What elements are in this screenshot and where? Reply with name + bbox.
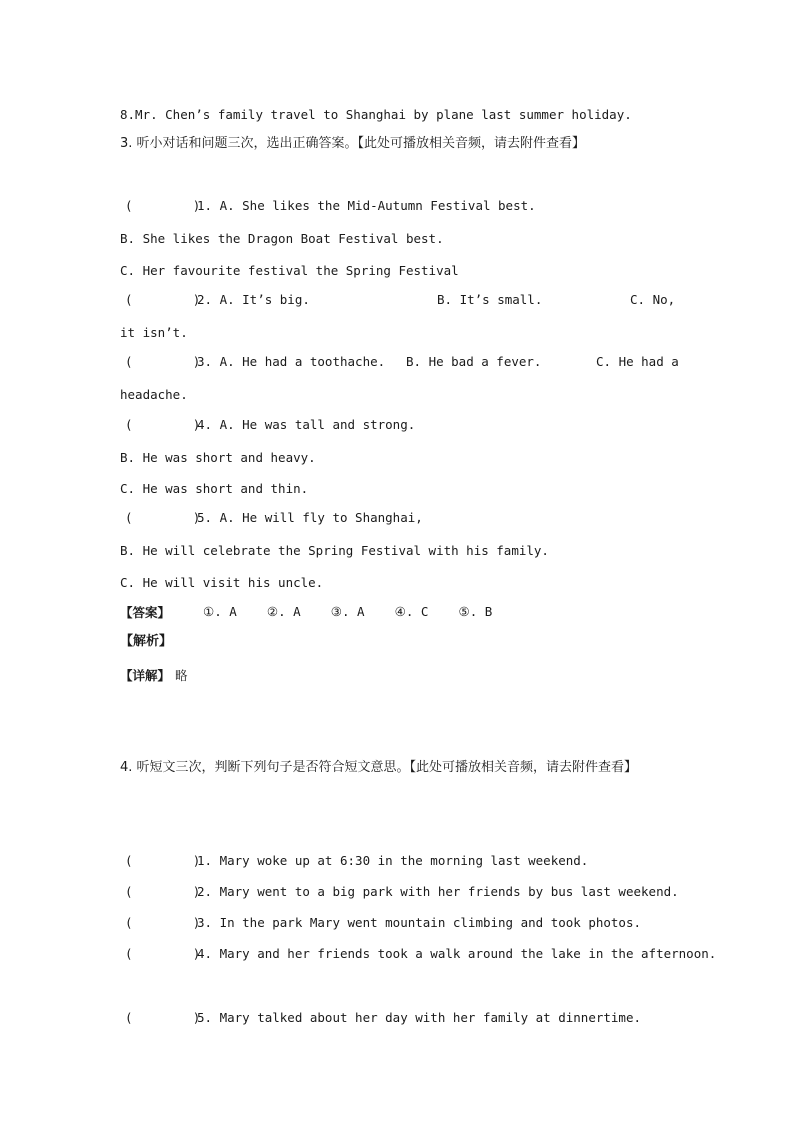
q1-option-b: B. She likes the Dragon Boat Festival best.	[120, 231, 444, 246]
q3-option-a: 3. A. He had a toothache.	[197, 354, 386, 369]
q5-option-c: C. He will visit his uncle.	[120, 575, 324, 590]
analysis-label: 【解析】	[120, 634, 173, 649]
q2-option-b: B. It’s small.	[437, 292, 543, 307]
q2-option-c: C. No,	[630, 292, 676, 307]
q2-option-a: 2. A. It’s big.	[197, 292, 310, 307]
statement-item: 4. Mary and her friends took a walk around the lake in the afternoon.	[197, 946, 717, 961]
statement-item: 5. Mary talked about her day with her family at dinnertime.	[197, 1010, 642, 1025]
q1-option-c: C. Her favourite festival the Spring Festival	[120, 263, 459, 278]
answer-blank: ( )	[125, 292, 201, 307]
answer-blank: ( )	[125, 853, 201, 868]
answer-blank: ( )	[125, 946, 201, 961]
answer-blank: ( )	[125, 1010, 201, 1025]
statement-item: 2. Mary went to a big park with her friends by bus last weekend.	[197, 884, 679, 899]
q2-option-c-continued: it isn’t.	[120, 325, 188, 340]
q4-option-a: 4. A. He was tall and strong.	[197, 417, 416, 432]
answer-blank: ( )	[125, 884, 201, 899]
statement-8: 8.Mr. Chen’s family travel to Shanghai by plane last summer holiday.	[120, 107, 632, 122]
answer-blank: ( )	[125, 198, 201, 213]
detail-text: 略	[175, 668, 188, 683]
answer-key: ①. A ②. A ③. A ④. C ⑤. B	[203, 604, 493, 619]
q3-option-c: C. He had a	[596, 354, 679, 369]
detail-label: 【详解】	[120, 668, 171, 683]
answer-label: 【答案】	[120, 605, 171, 620]
answer-blank: ( )	[125, 417, 201, 432]
answer-blank: ( )	[125, 915, 201, 930]
q1-option-a: 1. A. She likes the Mid-Autumn Festival best.	[197, 198, 536, 213]
q3-option-c-continued: headache.	[120, 387, 188, 402]
statement-item: 1. Mary woke up at 6:30 in the morning last weekend.	[197, 853, 589, 868]
q4-option-c: C. He was short and thin.	[120, 481, 309, 496]
section-4-instruction: 4. 听短文三次，判断下列句子是否符合短文意思。【此处可播放相关音频，请去附件查看】	[120, 760, 638, 775]
q4-option-b: B. He was short and heavy.	[120, 450, 316, 465]
statement-item: 3. In the park Mary went mountain climbing and took photos.	[197, 915, 642, 930]
q5-option-a: 5. A. He will fly to Shanghai,	[197, 510, 423, 525]
q5-option-b: B. He will celebrate the Spring Festival with his family.	[120, 543, 549, 558]
answer-blank: ( )	[125, 510, 201, 525]
q3-option-b: B. He bad a fever.	[406, 354, 542, 369]
section-3-instruction: 3. 听小对话和问题三次，选出正确答案。【此处可播放相关音频，请去附件查看】	[120, 136, 586, 151]
answer-blank: ( )	[125, 354, 201, 369]
